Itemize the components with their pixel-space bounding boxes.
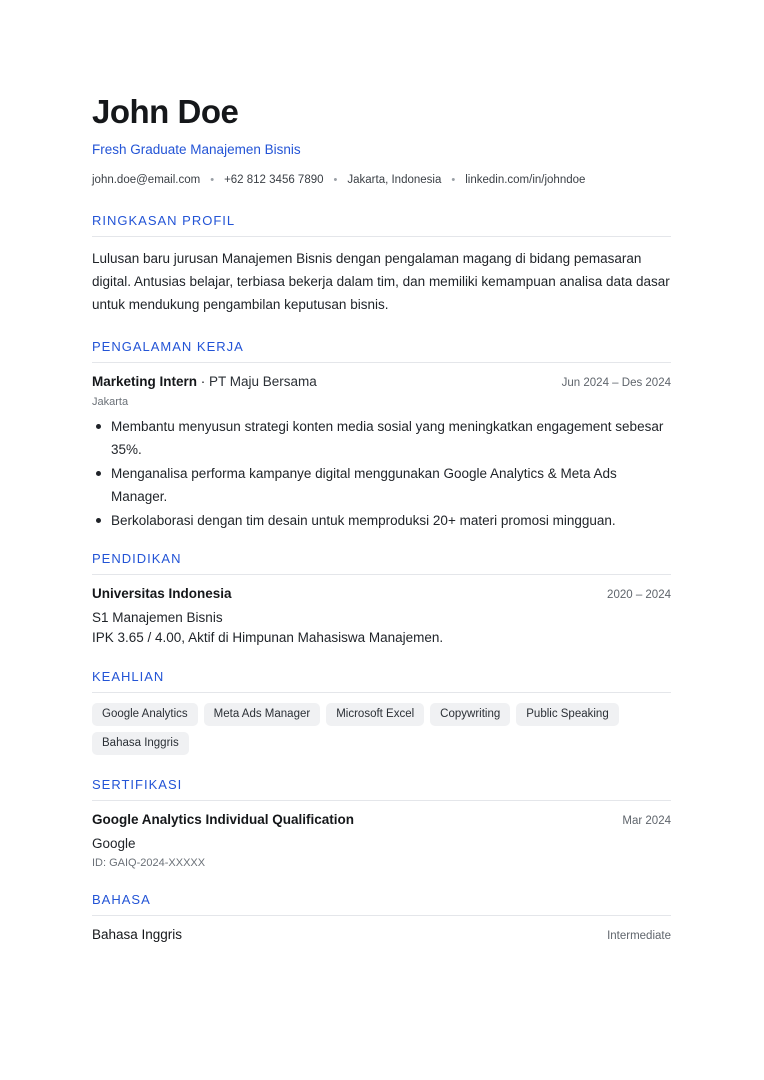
contact-line: [92, 172, 671, 188]
experience-bullet: Menganalisa performa kampanye digital menggunakan Google Analytics & Meta Ads Manager.: [92, 462, 671, 508]
certification-entry: [92, 811, 671, 870]
contact-location: Jakarta, Indonesia: [347, 174, 442, 186]
section-title-languages: BAHASA: [92, 892, 671, 916]
contact-separator: •: [451, 174, 456, 186]
skill-chip: Public Speaking: [516, 703, 618, 726]
section-certifications: [92, 777, 671, 870]
section-title-certifications: SERTIFIKASI: [92, 777, 671, 801]
certification-issuer: Google: [92, 836, 136, 851]
contact-separator: •: [210, 174, 215, 186]
language-entry: [92, 926, 671, 944]
contact-separator: •: [333, 174, 338, 186]
certification-date: Mar 2024: [622, 815, 671, 827]
summary-text: Lulusan baru jurusan Manajemen Bisnis dengan pengalaman magang di bidang pemasaran digital. Antusias belajar, terbiasa bekerja dalam tim, dan memiliki kemampuan analisa data dasar untuk mendukung pengambilan keputusan bisnis.: [92, 251, 670, 312]
skills-list: [92, 703, 632, 755]
section-summary: [92, 213, 671, 316]
contact-email[interactable]: john.doe@email.com: [92, 174, 201, 186]
section-skills: [92, 669, 671, 755]
education-entry: [92, 585, 671, 648]
education-date: 2020 – 2024: [607, 589, 671, 601]
experience-location: Jakarta: [92, 396, 129, 408]
experience-company: PT Maju Bersama: [209, 374, 317, 389]
experience-role: Marketing Intern: [92, 374, 198, 389]
skill-chip: Google Analytics: [92, 703, 198, 726]
candidate-name: John Doe: [92, 93, 239, 130]
candidate-headline: Fresh Graduate Manajemen Bisnis: [92, 142, 301, 157]
experience-bullet: Berkolaborasi dengan tim desain untuk memproduksi 20+ materi promosi mingguan.: [92, 509, 671, 532]
experience-title: [92, 373, 317, 391]
skill-chip: Copywriting: [430, 703, 510, 726]
contact-phone: +62 812 3456 7890: [224, 174, 324, 186]
section-experience: [92, 339, 671, 532]
section-languages: [92, 892, 671, 944]
experience-bullets: [92, 415, 671, 532]
skill-chip: Meta Ads Manager: [204, 703, 321, 726]
experience-bullet: Membantu menyusun strategi konten media sosial yang meningkatkan engagement sebesar 35%.: [92, 415, 671, 461]
section-education: [92, 551, 671, 648]
education-degree: S1 Manajemen Bisnis: [92, 610, 223, 625]
resume-header: [92, 94, 671, 188]
language-name: Bahasa Inggris: [92, 927, 183, 942]
experience-date: Jun 2024 – Des 2024: [561, 377, 671, 389]
skill-chip: Bahasa Inggris: [92, 732, 189, 755]
language-level: Intermediate: [607, 930, 671, 942]
skill-chip: Microsoft Excel: [326, 703, 424, 726]
education-detail: IPK 3.65 / 4.00, Aktif di Himpunan Mahasiswa Manajemen.: [92, 630, 444, 645]
section-title-education: PENDIDIKAN: [92, 551, 671, 575]
section-title-experience: PENGALAMAN KERJA: [92, 339, 671, 363]
experience-title-separator: ·: [197, 374, 210, 389]
experience-entry: [92, 373, 671, 532]
certification-name: Google Analytics Individual Qualification: [92, 812, 355, 827]
contact-linkedin[interactable]: linkedin.com/in/johndoe: [465, 174, 586, 186]
section-title-summary: RINGKASAN PROFIL: [92, 213, 671, 237]
section-title-skills: KEAHLIAN: [92, 669, 671, 693]
certification-id: ID: GAIQ-2024-XXXXX: [92, 857, 206, 869]
education-school: Universitas Indonesia: [92, 586, 232, 601]
